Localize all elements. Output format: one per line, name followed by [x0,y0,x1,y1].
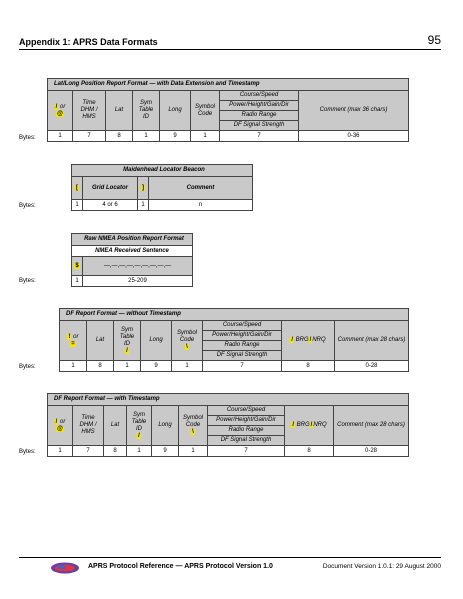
aprs-logo-icon [50,561,80,574]
time-header: Time DHM / HMS [73,91,106,131]
maidenhead-table: Maidenhead Locator Beacon [ Grid Locator ] Comment 1 4 or 6 1 n [71,164,253,211]
table-title: Raw NMEA Position Report Format [72,234,193,246]
df-with-timestamp-table: DF Report Format — with Timestamp / or @ Time DHM / HMS Lat Sym Table ID / Long Symbol Code \ Course/Speed / BRG/NRQ Comment (max 28 chars) Power/Height/Gain/Dir Radio Range DF Signal Strength 1 7 8 1 9 1 7 8 0-28 [47,393,409,457]
comment-header: Comment (max 36 chars) [299,91,409,131]
page-number: 95 [427,33,441,47]
long-header: Long [160,91,191,131]
df-no-timestamp-table: DF Report Format — without Timestamp ! or = Lat Sym Table ID / Long Symbol Code \ Course/Speed / BRG/NRQ Comment (max 28 chars) Power/Height/Gain/Dir Radio Range DF Signal Strength 1 8 1 9 1 7 8 0-28 [59,308,409,372]
ext-phg: Power/Height/Gain/Dir [220,101,299,111]
footer-rule [19,557,441,558]
table-title: DF Report Format — without Timestamp [60,309,409,321]
sym-table-header: Sym Table ID [133,91,160,131]
header-rule [19,49,441,50]
comment-header: Comment [149,177,253,200]
table-title: Lat/Long Position Report Format — with Data Extension and Timestamp [48,79,409,91]
latlong-dataext-table: Lat/Long Position Report Format — with Data Extension and Timestamp / or @ Time DHM / HMS Lat Sym Table ID Long Symbol Code Course/Speed Comment (max 36 chars) Power/Height/Gain/Dir Radio Range DF Signal Strength 1 7 8 1 9 1 7 0-36 [47,78,409,142]
footer-title: APRS Protocol Reference — APRS Protocol Version 1.0 [88,563,273,570]
lat-header: Lat [106,91,133,131]
symbol-code-header: Symbol Code [191,91,220,131]
raw-nmea-table: Raw NMEA Position Report Format NMEA Received Sentence $ —,—,—,—,—,—,—,—,— 1 25-209 [71,233,193,287]
ext-radio-range: Radio Range [220,111,299,121]
bytes-label: Bytes: [19,364,36,370]
bytes-label: Bytes: [19,449,36,455]
table-title: Maidenhead Locator Beacon [72,165,253,177]
ext-df-signal: DF Signal Strength [220,121,299,131]
header-title: Appendix 1: APRS Data Formats [19,37,158,47]
bytes-label: Bytes: [19,278,36,284]
ext-course-speed: Course/Speed [220,91,299,101]
bytes-label: Bytes: [19,203,36,209]
grid-locator-header: Grid Locator [83,177,138,200]
bytes-label: Bytes: [19,135,36,141]
nmea-subheader: NMEA Received Sentence [72,246,193,257]
table-title: DF Report Format — with Timestamp [48,394,409,406]
nmea-sentence: —,—,—,—,—,—,—,—,— [83,257,193,276]
footer-version: Document Version 1.0.1: 29 August 2000 [322,563,441,570]
